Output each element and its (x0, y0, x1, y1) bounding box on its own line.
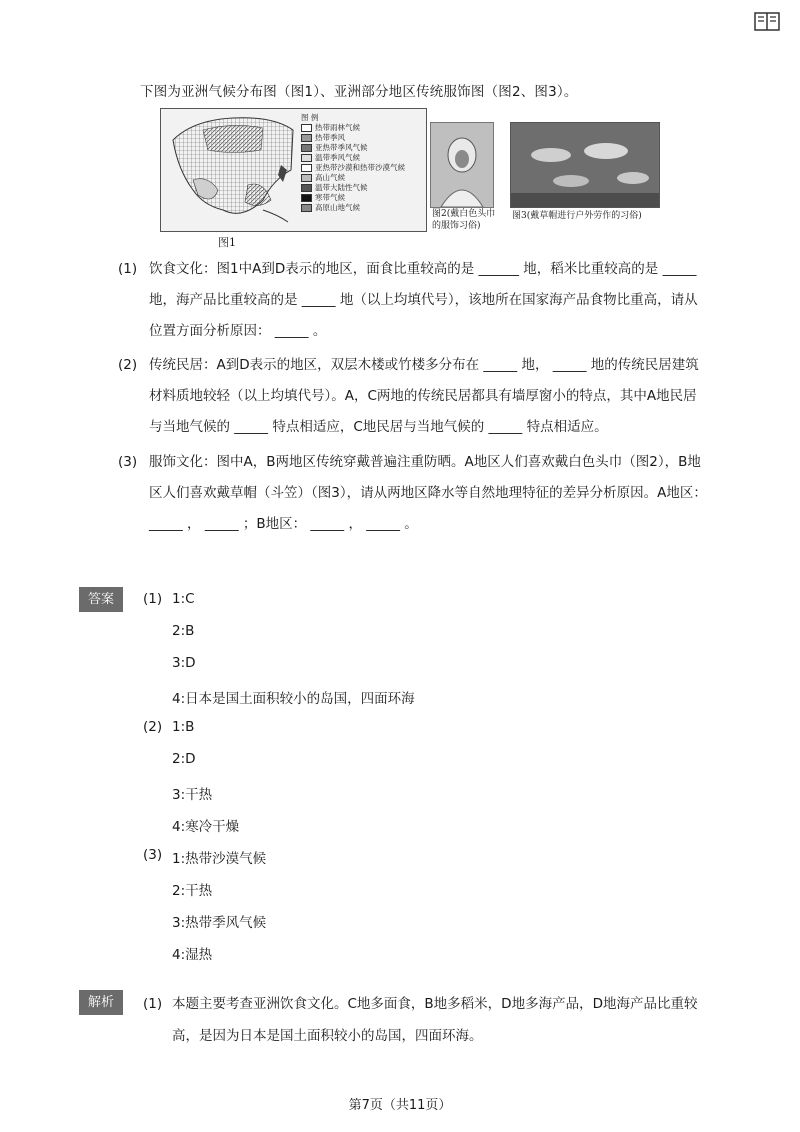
legend-item: 亚热带季风气候 (301, 143, 405, 153)
question-2 (118, 350, 708, 443)
question-text: 饮食文化：图1中A到D表示的地区，面食比重较高的是 ______ 地，稻米比重较高的是 _____ 地，海产品比重较高的是 _____ 地（以上均填代号），该地所在国家海产品食物比重高，请从位置方面分析原因： _____ 。 (149, 261, 698, 339)
answer-item: 2:D (172, 751, 196, 767)
answer-label: 答案 (79, 587, 123, 612)
legend-title: 图 例 (301, 113, 319, 122)
straw-hat-photo (510, 122, 660, 208)
legend-item: 温带大陆性气候 (301, 183, 405, 193)
question-text: 服饰文化：图中A，B两地区传统穿戴普遍注重防晒。A地区人们喜欢戴白色头巾（图2），B地区人们喜欢戴草帽（斗笠）（图3），请从两地区降水等自然地理特征的差异分析原因。A地区： _____ ， _____ ；B地区： _____ ， _____ 。 (149, 454, 707, 532)
white-headscarf-photo (430, 122, 494, 208)
answer-item: 4:日本是国土面积较小的岛国，四面环海 (172, 691, 415, 707)
question-3 (118, 447, 708, 540)
legend-item: 高山气候 (301, 173, 405, 183)
answer-item: 1:C (172, 591, 195, 607)
answer-item: 2:干热 (172, 883, 213, 899)
question-number: (3) (118, 454, 138, 470)
legend-item: 热带季风 (301, 133, 405, 143)
question-text: 传统民居：A到D表示的地区，双层木楼或竹楼多分布在 _____ 地， _____ 地的传统民居建筑材料质地较轻（以上均填代号）。A，C两地的传统民居都具有墙厚窗小的特点，其中A地民居与当地气候的 _____ 特点相适应，C地民居与当地气候的 _____ 特点相适应。 (149, 357, 699, 435)
page-footer: 第7页（共11页） (348, 1098, 452, 1113)
question-number: (2) (118, 357, 138, 373)
map-legend (301, 113, 405, 213)
answer-item: 3:干热 (172, 787, 213, 803)
answer-item: 3:D (172, 655, 196, 671)
fig1-caption: 图1 (218, 236, 236, 249)
answer-item: 4:寒冷干燥 (172, 819, 240, 835)
legend-item: 高原山地气候 (301, 203, 405, 213)
answer-number: (3) (143, 847, 163, 863)
book-logo-icon (754, 10, 780, 32)
question-number: (1) (118, 261, 138, 277)
answer-item: 4:湿热 (172, 947, 213, 963)
legend-item: 温带季风气候 (301, 153, 405, 163)
legend-item: 热带雨林气候 (301, 123, 405, 133)
answer-item: 3:热带季风气候 (172, 915, 267, 931)
answer-item: 1:B (172, 719, 195, 735)
question-intro: 下图为亚洲气候分布图（图1）、亚洲部分地区传统服饰图（图2、图3）。 (140, 84, 578, 100)
explanation-label: 解析 (79, 990, 123, 1015)
explanation-number: (1) (143, 996, 163, 1012)
question-1 (118, 254, 708, 347)
figures (160, 108, 660, 248)
asia-climate-map (160, 108, 427, 232)
legend-item: 亚热带沙漠和热带沙漠气候 (301, 163, 405, 173)
fig3-caption: 图3(戴草帽进行户外劳作的习俗) (512, 211, 642, 221)
legend-item: 寒带气候 (301, 193, 405, 203)
map-graphic (163, 110, 298, 230)
answer-item: 2:B (172, 623, 195, 639)
explanation (143, 988, 708, 1052)
explanation-text: 本题主要考查亚洲饮食文化。C地多面食，B地多稻米，D地多海产品，D地海产品比重较高，是因为日本是国土面积较小的岛国，四面环海。 (172, 996, 698, 1044)
answer-number: (2) (143, 719, 163, 735)
answer-number: (1) (143, 591, 163, 607)
answer-item: 1:热带沙漠气候 (172, 851, 267, 867)
fig2-caption: 图2(戴白色头巾的服饰习俗) (432, 209, 496, 231)
